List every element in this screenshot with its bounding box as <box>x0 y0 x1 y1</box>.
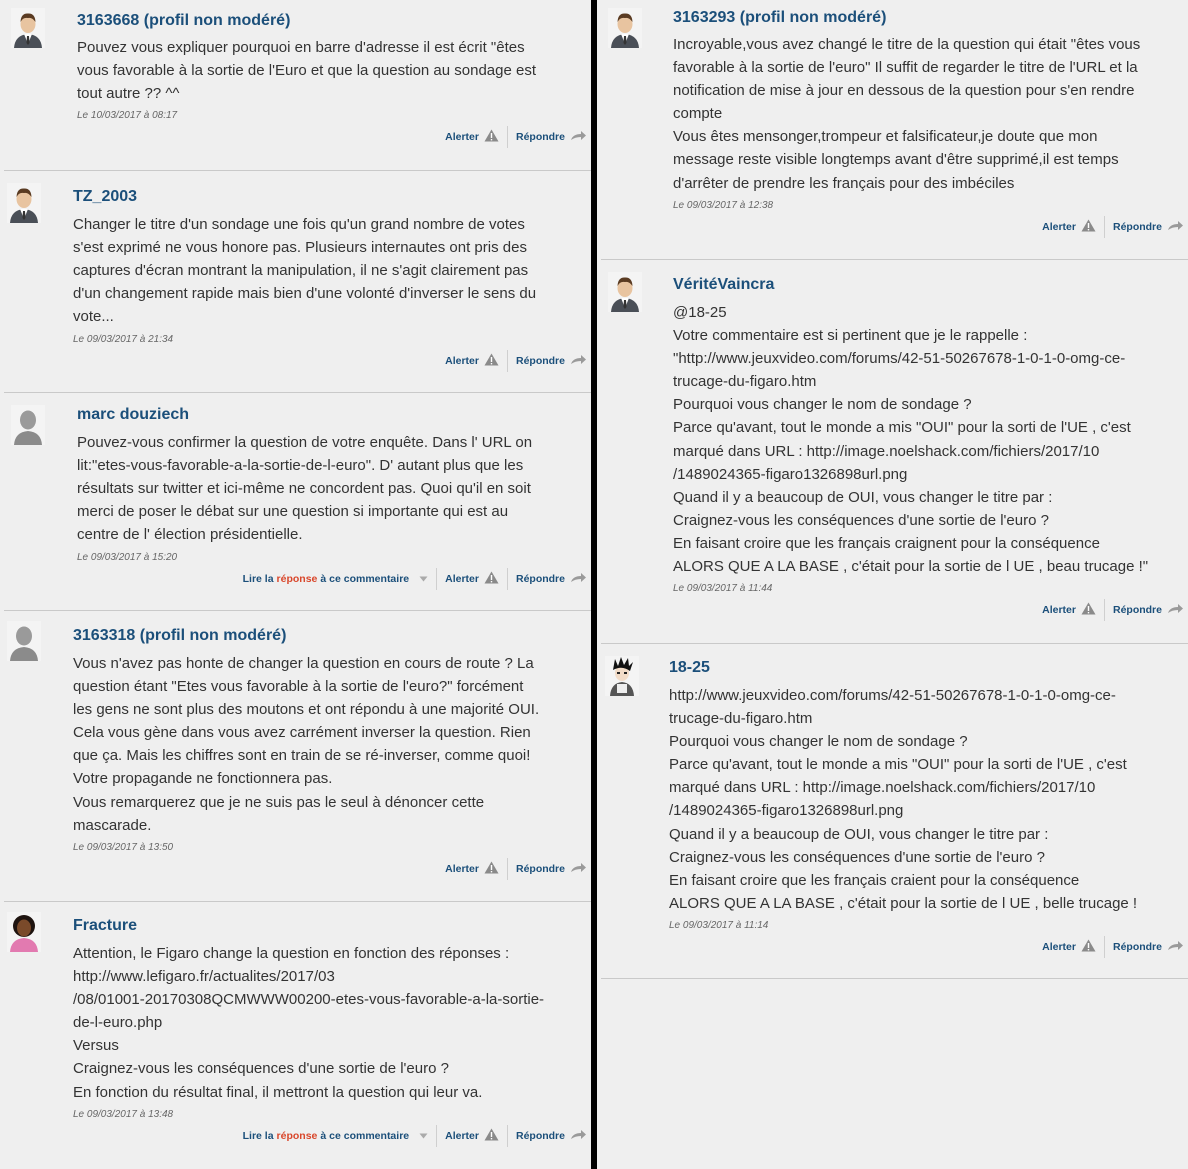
comment-item <box>0 611 591 902</box>
comment-text-line: vous favorable à la sortie de l'Euro et que la question au sondage est <box>77 62 537 80</box>
comment-author[interactable]: 3163668 (profil non modéré) <box>77 12 291 29</box>
comment-text-line: Cela vous gène dans vous avez carrément inverser la question. Rien <box>73 724 531 742</box>
reply-arrow-icon <box>1162 220 1184 234</box>
reply-arrow-icon <box>565 572 587 586</box>
comment-text-line: Pourquoi vous changer le nom de sondage ? <box>673 396 972 414</box>
reply-arrow-icon <box>565 1129 587 1143</box>
read-reply-suffix: à ce commentaire <box>320 1129 410 1142</box>
alert-label: Alerter <box>445 862 479 875</box>
comment-text-line: Vous êtes mensonger,trompeur et falsificateur,je doute que mon <box>673 128 1098 146</box>
comment-author[interactable]: marc douziech <box>77 406 190 423</box>
alert-label: Alerter <box>1042 220 1076 233</box>
alert-label: Alerter <box>445 131 479 144</box>
comment-item <box>597 0 1188 260</box>
comment-text-line: message reste visible longtemps avant d'être supprimé,il est temps <box>673 151 1119 169</box>
comment-text-line: @18-25 <box>673 304 727 321</box>
actions-divider <box>436 568 437 590</box>
comment-text-line: marqué dans URL : http://image.noelshack.com/fichiers/2017/10 <box>673 442 1100 460</box>
comment-text-line: Changer le titre d'un sondage une fois qu'un grand nombre de votes <box>73 216 525 233</box>
alert-label: Alerter <box>1042 941 1076 953</box>
comment-text-line: s'est exprimé ne vous honore pas. Plusieurs internautes ont pris des <box>73 239 527 257</box>
comment-author[interactable]: 3163293 (profil non modéré) <box>673 9 887 26</box>
comment-text <box>73 652 568 837</box>
comment-item <box>0 393 591 611</box>
reply-arrow-icon <box>1162 940 1184 954</box>
comment-text-line: Vous n'avez pas honte de changer la question en cours de route ? La <box>73 655 534 672</box>
comment-date: Le 09/03/2017 à 12:38 <box>673 199 774 211</box>
warning-triangle-icon <box>1076 219 1096 235</box>
comment-text <box>673 301 1168 578</box>
comment-text-line: Parce qu'avant, tout le monde a mis "OUI" pour la sorti de l'UE , c'est <box>669 756 1127 774</box>
actions-divider <box>1104 599 1105 621</box>
comment-text-line: http://www.lefigaro.fr/actualites/2017/03 <box>73 968 335 986</box>
comment-text <box>73 213 568 328</box>
comment-text-line: trucage-du-figaro.htm <box>673 373 817 391</box>
reply-label: Répondre <box>515 354 565 367</box>
warning-triangle-icon <box>479 353 499 369</box>
comment-text-line: Craignez-vous les conséquences d'une sortie de l'euro ? <box>669 848 1045 866</box>
comment-separator <box>601 978 1188 979</box>
comment-text-line: lit:"etes-vous-favorable-a-la-sortie-de-l-euro". D' autant plus que les <box>77 457 524 475</box>
alert-button[interactable] <box>445 1128 499 1144</box>
alert-label: Alerter <box>445 572 479 585</box>
comment-text-line: Quand il y a beaucoup de OUI, vous changer le titre par : <box>669 825 1049 843</box>
comment-author[interactable]: 18-25 <box>669 659 710 676</box>
comment-text-line: Incroyable,vous avez changé le titre de la question qui était "êtes vous <box>673 36 1141 53</box>
comment-text <box>77 36 572 105</box>
comment-text-line: Pouvez vous expliquer pourquoi en barre d'adresse il est écrit "êtes <box>77 39 525 56</box>
reply-button[interactable] <box>516 130 587 144</box>
read-reply-word: réponse <box>276 572 318 585</box>
comment-text-line: Pouvez-vous confirmer la question de votre enquête. Dans l' URL on <box>77 434 533 451</box>
comment-text-line: Parce qu'avant, tout le monde a mis "OUI" pour la sorti de l'UE , c'est <box>673 419 1131 437</box>
comment-item <box>0 902 591 1169</box>
comment-item <box>0 0 591 171</box>
reply-arrow-icon <box>565 862 587 876</box>
comment-author[interactable]: Fracture <box>73 917 138 934</box>
comment-item <box>0 171 591 393</box>
comment-text <box>673 33 1168 195</box>
chevron-down-icon[interactable] <box>414 1130 428 1142</box>
comment-text-line: Pourquoi vous changer le nom de sondage ? <box>669 733 968 751</box>
alert-label: Alerter <box>445 354 479 367</box>
comment-actions <box>445 350 587 372</box>
comment-text-line: merci de poser le débat sur une question si importante qui est au <box>77 503 509 521</box>
comment-text-line: trucage-du-figaro.htm <box>669 710 813 728</box>
alert-label: Alerter <box>1042 604 1076 617</box>
comment-text-line: En fonction du résultat final, il mettront la question qui leur va. <box>73 1083 483 1101</box>
alert-button[interactable] <box>1042 602 1096 618</box>
comment-text <box>669 684 1164 915</box>
user-avatar-icon <box>7 621 41 661</box>
comment-date: Le 09/03/2017 à 15:20 <box>77 551 178 563</box>
comment-text-line: ALORS QUE A LA BASE , c'était pour la sortie de l UE , belle trucage ! <box>669 894 1138 912</box>
comment-text-line: /08/01001-20170308QCMWWW00200-etes-vous-favorable-a-la-sortie- <box>73 991 545 1009</box>
comment-text-line: Attention, le Figaro change la question en fonction des réponses : <box>73 945 510 962</box>
user-avatar-icon <box>11 405 45 445</box>
alert-button[interactable] <box>445 129 499 145</box>
read-reply-link[interactable] <box>243 1130 429 1142</box>
user-avatar-icon <box>7 912 41 952</box>
alert-button[interactable] <box>1042 939 1096 955</box>
comment-actions <box>243 1125 587 1147</box>
comment-text-line: favorable à la sortie de l'euro" Il suffit de regarder le titre de l'URL et la <box>673 59 1138 77</box>
user-avatar-icon <box>608 272 642 312</box>
reply-button[interactable] <box>516 572 587 586</box>
reply-label: Répondre <box>1112 941 1162 953</box>
comment-text-line: Versus <box>73 1037 119 1055</box>
read-reply-prefix: Lire la <box>242 572 274 585</box>
user-avatar-icon <box>605 656 639 696</box>
comment-actions <box>445 126 587 148</box>
reply-label: Répondre <box>1112 604 1162 617</box>
comment-text-line: tout autre ?? ^^ <box>77 85 180 103</box>
reply-button[interactable] <box>516 1129 587 1143</box>
comment-text-line: Votre propagande ne fonctionnera pas. <box>73 770 333 788</box>
comment-text-line: Quand il y a beaucoup de OUI, vous changer le titre par : <box>673 488 1053 506</box>
comment-text-line: marqué dans URL : http://image.noelshack.com/fichiers/2017/10 <box>669 779 1096 797</box>
comment-actions <box>1042 936 1184 958</box>
read-reply-suffix: à ce commentaire <box>320 572 410 585</box>
reply-label: Répondre <box>515 1129 565 1142</box>
warning-triangle-icon <box>479 571 499 587</box>
user-avatar-icon <box>11 8 45 48</box>
comment-text-line: En faisant croire que les français craignent pour la conséquence <box>673 534 1100 552</box>
reply-button[interactable] <box>1113 940 1184 954</box>
actions-divider <box>507 350 508 372</box>
comment-text-line: vote... <box>73 308 114 326</box>
actions-divider <box>507 858 508 880</box>
reply-arrow-icon <box>565 354 587 368</box>
reply-label: Répondre <box>515 131 565 144</box>
actions-divider <box>1104 216 1105 238</box>
warning-triangle-icon <box>1076 602 1096 618</box>
comment-text-line: Craignez-vous les conséquences d'une sortie de l'euro ? <box>673 511 1049 529</box>
comment-author[interactable]: VéritéVaincra <box>673 276 775 293</box>
comment-date: Le 09/03/2017 à 11:44 <box>673 583 773 595</box>
comment-text-line: Votre commentaire est si pertinent que je le rappelle : <box>673 327 1028 345</box>
read-reply-word: réponse <box>276 1129 318 1142</box>
comment-text-line: de-l-euro.php <box>73 1014 163 1032</box>
comment-text-line: captures d'écran montrant la manipulation, il ne s'agit clairement pas <box>73 262 529 280</box>
alert-button[interactable] <box>445 861 499 877</box>
comment-text <box>77 431 572 546</box>
comment-text-line: Craignez-vous les conséquences d'une sortie de l'euro ? <box>73 1060 449 1078</box>
comment-text-line: "http://www.jeuxvideo.com/forums/42-51-50267678-1-0-1-0-omg-ce- <box>673 350 1126 368</box>
comment-actions <box>243 568 587 590</box>
actions-divider <box>507 126 508 148</box>
user-avatar-icon <box>7 183 41 223</box>
alert-button[interactable] <box>1042 219 1096 235</box>
read-reply-link[interactable] <box>243 573 429 585</box>
comment-text-line: question étant "Etes vous favorable à la sortie de l'euro?" forcément <box>73 678 524 696</box>
alert-label: Alerter <box>445 1129 479 1142</box>
reply-button[interactable] <box>516 354 587 368</box>
comment-text-line: résultats sur twitter et ici-même ne concordent pas. Quoi qu'il en soit <box>77 480 531 498</box>
comment-date: Le 09/03/2017 à 21:34 <box>73 333 174 345</box>
comment-date: Le 09/03/2017 à 11:14 <box>669 920 769 931</box>
comment-text <box>73 942 568 1104</box>
actions-divider <box>507 1125 508 1147</box>
comment-text-line: les gens ne sont plus des moutons et ont répondu à une majorité OUI. <box>73 701 540 719</box>
reply-label: Répondre <box>515 572 565 585</box>
comment-text-line: centre de l' élection présidentielle. <box>77 526 303 544</box>
comment-text-line: http://www.jeuxvideo.com/forums/42-51-50267678-1-0-1-0-omg-ce- <box>669 687 1116 704</box>
actions-divider <box>507 568 508 590</box>
alert-button[interactable] <box>445 353 499 369</box>
comment-author[interactable]: TZ_2003 <box>73 188 138 205</box>
read-reply-prefix: Lire la <box>242 1129 274 1142</box>
reply-button[interactable] <box>1113 603 1184 617</box>
comment-actions <box>1042 599 1184 621</box>
comment-column-right <box>597 0 1188 1169</box>
comment-date: Le 09/03/2017 à 13:50 <box>73 841 174 853</box>
comment-text-line: compte <box>673 105 723 123</box>
comment-text-line: /1489024365-figaro1326898url.png <box>669 802 904 820</box>
reply-label: Répondre <box>515 862 565 875</box>
comment-date: Le 10/03/2017 à 08:17 <box>77 110 178 122</box>
chevron-down-icon[interactable] <box>414 573 428 585</box>
comment-actions <box>1042 216 1184 238</box>
alert-button[interactable] <box>445 571 499 587</box>
comment-author[interactable]: 3163318 (profil non modéré) <box>73 627 287 644</box>
actions-divider <box>436 1125 437 1147</box>
comment-text-line: notification de mise à jour en dessous de la question pour s'en rendre <box>673 82 1135 100</box>
user-avatar-icon <box>608 8 642 48</box>
comment-text-line: mascarade. <box>73 816 152 834</box>
reply-arrow-icon <box>565 130 587 144</box>
actions-divider <box>1104 936 1105 958</box>
warning-triangle-icon <box>1076 939 1096 955</box>
comment-text-line: que ça. Mais les chiffres sont en train de se ré-inverser, comme quoi! <box>73 747 531 765</box>
comment-text-line: d'arrêter de prendre les français pour des imbéciles <box>673 174 1015 192</box>
comment-text-line: En faisant croire que les français craient pour la conséquence <box>669 871 1080 889</box>
reply-button[interactable] <box>1113 220 1184 234</box>
warning-triangle-icon <box>479 129 499 145</box>
comment-item <box>597 260 1188 644</box>
comment-text-line: ALORS QUE A LA BASE , c'était pour la sortie de l UE , beau trucage !" <box>673 558 1149 576</box>
reply-label: Répondre <box>1112 220 1162 233</box>
warning-triangle-icon <box>479 1128 499 1144</box>
warning-triangle-icon <box>479 861 499 877</box>
comment-text-line: d'un changement rapide mais bien d'une volonté d'inverser le sens du <box>73 285 537 303</box>
reply-arrow-icon <box>1162 603 1184 617</box>
comment-actions <box>445 858 587 880</box>
comment-text-line: /1489024365-figaro1326898url.png <box>673 465 908 483</box>
comment-text-line: Vous remarquerez que je ne suis pas le seul à dénoncer cette <box>73 793 485 811</box>
comment-date: Le 09/03/2017 à 13:48 <box>73 1108 174 1120</box>
comment-item <box>597 644 1188 979</box>
reply-button[interactable] <box>516 862 587 876</box>
comment-column-left <box>0 0 591 1169</box>
